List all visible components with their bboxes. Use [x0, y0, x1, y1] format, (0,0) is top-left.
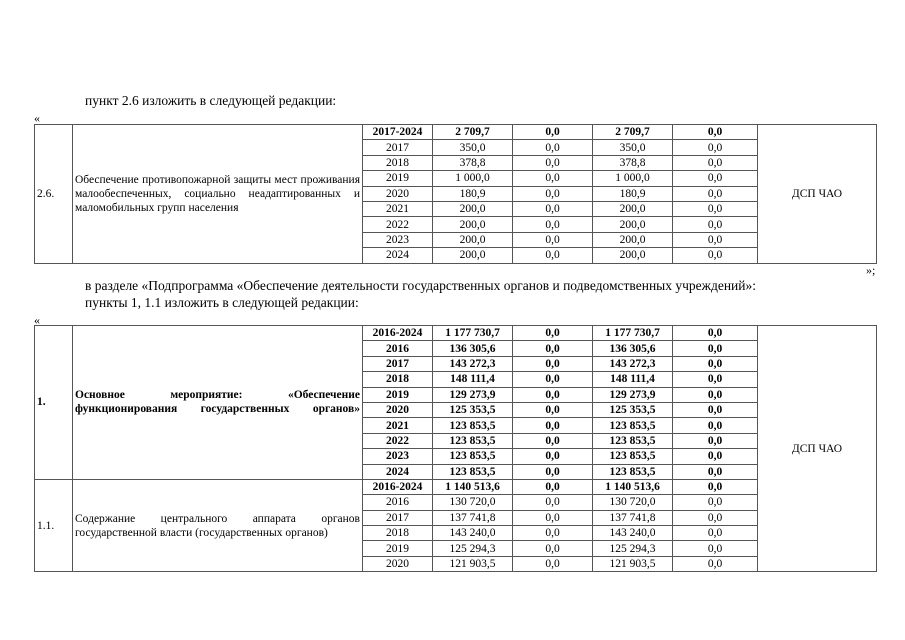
paragraph-1: пункт 2.6 изложить в следующей редакции:	[85, 93, 337, 108]
fund-cell-3: 0,0	[673, 418, 758, 433]
year-cell: 2016-2024	[363, 479, 433, 494]
fund-cell-1: 0,0	[513, 140, 593, 155]
fund-cell-1: 0,0	[513, 449, 593, 464]
year-cell: 2020	[363, 186, 433, 201]
fund-cell-3: 0,0	[673, 217, 758, 232]
fund-cell-3: 0,0	[673, 186, 758, 201]
fund-cell-3: 0,0	[673, 449, 758, 464]
fund-cell-3: 0,0	[673, 356, 758, 371]
table-item-2-6	[34, 124, 877, 264]
total-cell: 130 720,0	[433, 495, 513, 510]
paragraph-2-line-1: в разделе «Подпрограмма «Обеспечение деятельности государственных органов и подведомственных учреждений»:	[85, 278, 757, 293]
fund-cell-3: 0,0	[673, 464, 758, 479]
fund-cell-1: 0,0	[513, 125, 593, 140]
fund-cell-1: 0,0	[513, 248, 593, 263]
year-cell: 2022	[363, 433, 433, 448]
total-cell: 180,9	[433, 186, 513, 201]
fund-cell-1: 0,0	[513, 495, 593, 510]
year-cell: 2021	[363, 418, 433, 433]
fund-cell-1: 0,0	[513, 356, 593, 371]
fund-cell-3: 0,0	[673, 171, 758, 186]
fund-cell-3: 0,0	[673, 341, 758, 356]
total-cell: 123 853,5	[433, 449, 513, 464]
total-cell: 200,0	[433, 201, 513, 216]
fund-cell-1: 0,0	[513, 232, 593, 247]
quote-open-1: «	[34, 111, 40, 125]
total-cell: 129 273,9	[433, 387, 513, 402]
total-cell: 136 305,6	[433, 341, 513, 356]
year-cell: 2018	[363, 372, 433, 387]
year-cell: 2018	[363, 526, 433, 541]
fund-cell-1: 0,0	[513, 418, 593, 433]
fund-cell-2: 2 709,7	[593, 125, 673, 140]
table-row	[35, 326, 877, 341]
total-cell: 350,0	[433, 140, 513, 155]
fund-cell-2: 1 000,0	[593, 171, 673, 186]
fund-cell-1: 0,0	[513, 387, 593, 402]
fund-cell-2: 123 853,5	[593, 449, 673, 464]
fund-cell-2: 148 111,4	[593, 372, 673, 387]
fund-cell-3: 0,0	[673, 201, 758, 216]
total-cell: 143 272,3	[433, 356, 513, 371]
fund-cell-1: 0,0	[513, 526, 593, 541]
paragraph-2-line-2: пункты 1, 1.1 изложить в следующей редакции:	[85, 295, 359, 310]
year-cell: 2023	[363, 232, 433, 247]
total-cell: 1 140 513,6	[433, 479, 513, 494]
fund-cell-2: 200,0	[593, 248, 673, 263]
year-cell: 2016-2024	[363, 326, 433, 341]
year-cell: 2023	[363, 449, 433, 464]
fund-cell-3: 0,0	[673, 526, 758, 541]
year-cell: 2024	[363, 248, 433, 263]
fund-cell-3: 0,0	[673, 479, 758, 494]
table-row	[35, 479, 877, 494]
fund-cell-3: 0,0	[673, 232, 758, 247]
fund-cell-2: 130 720,0	[593, 495, 673, 510]
fund-cell-2: 143 240,0	[593, 526, 673, 541]
year-cell: 2017	[363, 510, 433, 525]
fund-cell-2: 200,0	[593, 232, 673, 247]
fund-cell-3: 0,0	[673, 433, 758, 448]
year-cell: 2016	[363, 495, 433, 510]
fund-cell-1: 0,0	[513, 341, 593, 356]
fund-cell-1: 0,0	[513, 464, 593, 479]
fund-cell-3: 0,0	[673, 541, 758, 556]
fund-cell-3: 0,0	[673, 125, 758, 140]
fund-cell-3: 0,0	[673, 326, 758, 341]
total-cell: 123 853,5	[433, 464, 513, 479]
year-cell: 2024	[363, 464, 433, 479]
fund-cell-1: 0,0	[513, 171, 593, 186]
fund-cell-2: 123 853,5	[593, 433, 673, 448]
quote-close-1: »;	[866, 263, 876, 277]
year-cell: 2017-2024	[363, 125, 433, 140]
table-row	[35, 125, 877, 140]
year-cell: 2019	[363, 171, 433, 186]
fund-cell-2: 123 853,5	[593, 418, 673, 433]
fund-cell-1: 0,0	[513, 372, 593, 387]
responsible-executor: ДСП ЧАО	[758, 326, 877, 572]
fund-cell-1: 0,0	[513, 433, 593, 448]
year-cell: 2018	[363, 155, 433, 170]
item-description: Содержание центрального аппарата органов государственной власти (государственных органов)	[73, 479, 363, 571]
fund-cell-1: 0,0	[513, 556, 593, 571]
item-description: Обеспечение противопожарной защиты мест проживания малообеспеченных, социально неадаптированных и маломобильных групп населения	[73, 125, 363, 264]
item-number: 1.	[35, 326, 73, 480]
fund-cell-1: 0,0	[513, 155, 593, 170]
fund-cell-1: 0,0	[513, 201, 593, 216]
table-item-1	[34, 325, 877, 572]
fund-cell-1: 0,0	[513, 541, 593, 556]
total-cell: 200,0	[433, 232, 513, 247]
fund-cell-2: 180,9	[593, 186, 673, 201]
fund-cell-2: 378,8	[593, 155, 673, 170]
year-cell: 2020	[363, 402, 433, 417]
year-cell: 2017	[363, 356, 433, 371]
fund-cell-3: 0,0	[673, 402, 758, 417]
total-cell: 123 853,5	[433, 433, 513, 448]
fund-cell-2: 200,0	[593, 217, 673, 232]
total-cell: 200,0	[433, 248, 513, 263]
total-cell: 137 741,8	[433, 510, 513, 525]
item-description: Основное мероприятие: «Обеспечение функционирования государственных органов»	[73, 326, 363, 480]
fund-cell-3: 0,0	[673, 372, 758, 387]
year-cell: 2017	[363, 140, 433, 155]
total-cell: 125 353,5	[433, 402, 513, 417]
item-number: 2.6.	[35, 125, 73, 264]
fund-cell-1: 0,0	[513, 479, 593, 494]
responsible-executor: ДСП ЧАО	[758, 125, 877, 264]
fund-cell-2: 200,0	[593, 201, 673, 216]
fund-cell-3: 0,0	[673, 556, 758, 571]
fund-cell-2: 123 853,5	[593, 464, 673, 479]
fund-cell-2: 1 177 730,7	[593, 326, 673, 341]
fund-cell-3: 0,0	[673, 387, 758, 402]
fund-cell-2: 121 903,5	[593, 556, 673, 571]
year-cell: 2019	[363, 387, 433, 402]
total-cell: 378,8	[433, 155, 513, 170]
year-cell: 2021	[363, 201, 433, 216]
fund-cell-3: 0,0	[673, 510, 758, 525]
total-cell: 121 903,5	[433, 556, 513, 571]
total-cell: 125 294,3	[433, 541, 513, 556]
fund-cell-2: 136 305,6	[593, 341, 673, 356]
total-cell: 148 111,4	[433, 372, 513, 387]
item-number: 1.1.	[35, 479, 73, 571]
total-cell: 200,0	[433, 217, 513, 232]
year-cell: 2019	[363, 541, 433, 556]
fund-cell-2: 1 140 513,6	[593, 479, 673, 494]
total-cell: 123 853,5	[433, 418, 513, 433]
fund-cell-1: 0,0	[513, 186, 593, 201]
fund-cell-3: 0,0	[673, 248, 758, 263]
fund-cell-1: 0,0	[513, 510, 593, 525]
fund-cell-3: 0,0	[673, 140, 758, 155]
fund-cell-3: 0,0	[673, 155, 758, 170]
total-cell: 1 177 730,7	[433, 326, 513, 341]
fund-cell-1: 0,0	[513, 217, 593, 232]
fund-cell-2: 125 353,5	[593, 402, 673, 417]
fund-cell-2: 125 294,3	[593, 541, 673, 556]
year-cell: 2020	[363, 556, 433, 571]
fund-cell-1: 0,0	[513, 326, 593, 341]
total-cell: 1 000,0	[433, 171, 513, 186]
total-cell: 2 709,7	[433, 125, 513, 140]
year-cell: 2016	[363, 341, 433, 356]
fund-cell-1: 0,0	[513, 402, 593, 417]
fund-cell-2: 143 272,3	[593, 356, 673, 371]
fund-cell-3: 0,0	[673, 495, 758, 510]
quote-open-2: «	[34, 313, 40, 327]
total-cell: 143 240,0	[433, 526, 513, 541]
year-cell: 2022	[363, 217, 433, 232]
fund-cell-2: 350,0	[593, 140, 673, 155]
fund-cell-2: 137 741,8	[593, 510, 673, 525]
fund-cell-2: 129 273,9	[593, 387, 673, 402]
